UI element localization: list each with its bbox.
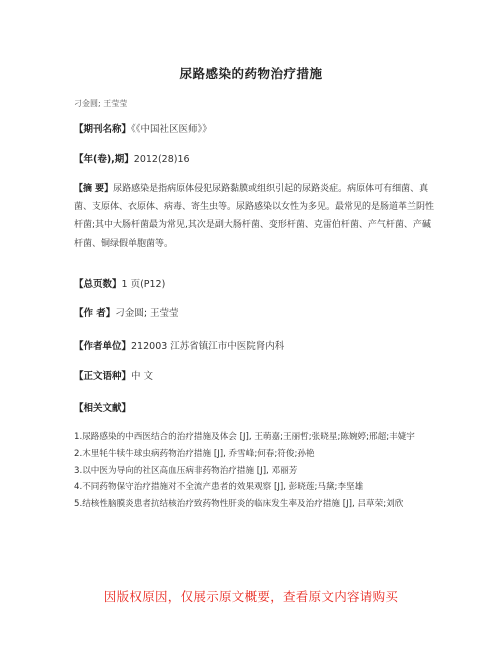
related-item[interactable]: 5.结核性脑膜炎患者抗结核治疗致药物性肝炎的临床发生率及治疗措施 [J], 吕草荣;刘欣	[74, 499, 404, 510]
abstract-text: 尿路感染是指病原体侵犯尿路黏膜或组织引起的尿路炎症。病原体可有细菌、真菌、支原体、衣原体、病毒、寄生虫等。尿路感染以女性为多见。最常见的是肠道革兰阴性杆菌;其中大肠杆菌最为常见,其次是副大肠杆菌、变形杆菌、克雷伯杆菌、产气杆菌、产碱杆菌、铜绿假单胞菌等。	[74, 184, 435, 249]
related-item[interactable]: 4.不同药物保守治疗措施对不全流产患者的效果观察 [J], 彭晓莲;马黛;李坚雄	[74, 482, 364, 493]
document-title: 尿路感染的药物治疗措施	[179, 66, 323, 81]
issue-label: 【年(卷),期】	[74, 154, 134, 165]
pages-label: 【总页数】	[74, 279, 122, 290]
pages-row	[74, 276, 434, 294]
affiliation-value: 212003 江苏省镇江市中医院肾内科	[131, 341, 285, 352]
author-value: 刁金圆; 王莹莹	[115, 308, 179, 319]
language-label: 【正文语种】	[74, 371, 132, 382]
related-list	[74, 430, 434, 514]
related-item[interactable]: 3.以中医为导向的社区高血压病非药物治疗措施 [J], 邓丽芳	[74, 465, 298, 476]
author-line: 刁金圆; 王莹莹	[74, 99, 128, 108]
affiliation-row	[74, 338, 434, 356]
related-item[interactable]: 2.木里牦牛犊牛球虫病药物治疗措施 [J], 乔雪峰;何春;符俊;孙艳	[74, 448, 315, 459]
journal-label: 【期刊名称】	[74, 124, 132, 135]
language-row	[74, 368, 434, 386]
author-label: 【作 者】	[74, 308, 116, 319]
journal-value: 《《中国社区医师》》	[131, 124, 212, 135]
issue-value: 2012(28)16	[133, 154, 190, 165]
author-row	[74, 305, 434, 323]
affiliation-label: 【作者单位】	[74, 341, 132, 352]
related-label: 【相关文献】	[74, 403, 132, 414]
copyright-notice-banner[interactable]: 因版权原因，仅展示原文概要，查看原文内容请购买	[103, 589, 399, 604]
related-item[interactable]: 1.尿路感染的中西医结合的治疗措施及体会 [J], 王萌嘉;王丽哲;张晓星;陈婉婷;邢超;丰婕宇	[74, 432, 415, 442]
related-heading	[74, 400, 434, 418]
pages-value: 1 页(P12)	[121, 279, 166, 290]
language-value: 中 文	[131, 371, 154, 382]
abstract-label: 【摘 要】	[74, 184, 114, 194]
journal-row	[74, 121, 434, 139]
abstract-block	[74, 180, 434, 253]
issue-row	[74, 151, 434, 169]
